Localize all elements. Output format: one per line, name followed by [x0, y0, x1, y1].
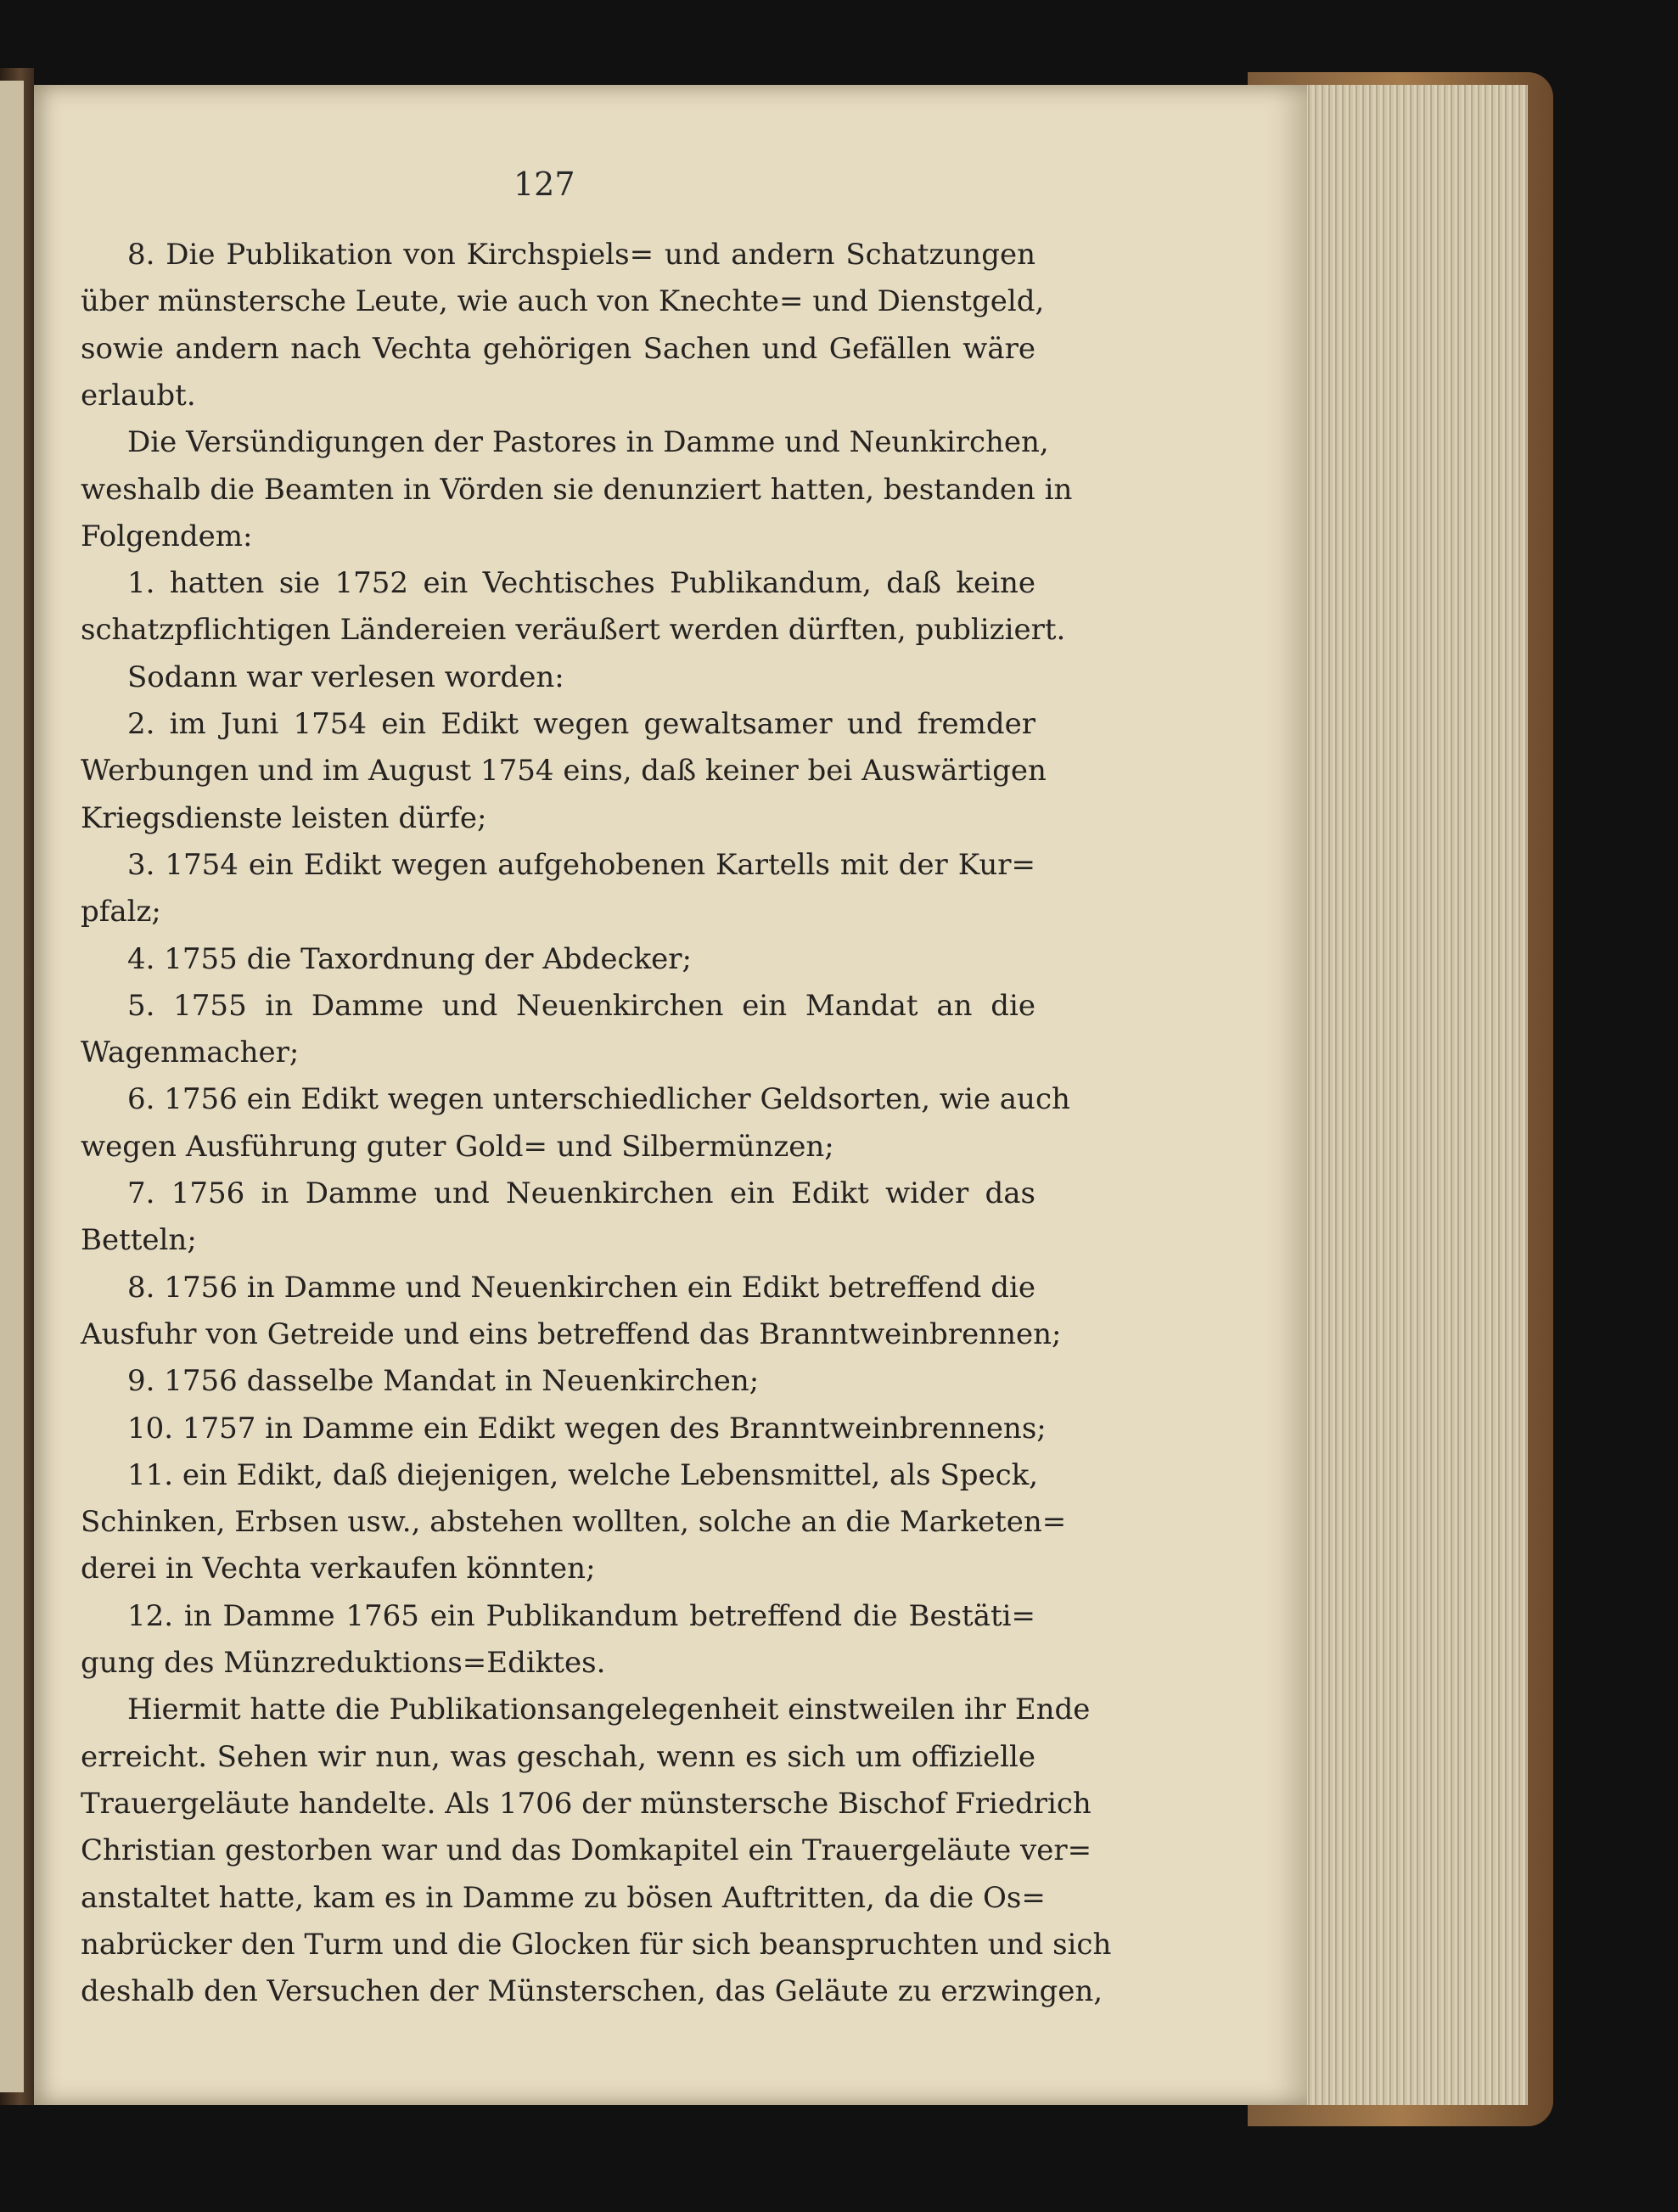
- text-line: 4. 1755 die Taxordnung der Abdecker;: [127, 941, 693, 976]
- text-line: 8. 1756 in Damme und Neuenkirchen ein Edikt betreffend die: [127, 1270, 1035, 1305]
- text-line: Ausfuhr von Getreide und eins betreffend das Branntweinbrennen;: [81, 1317, 1062, 1351]
- text-line: 5. 1755 in Damme und Neuenkirchen ein Mandat an die: [127, 988, 1035, 1023]
- text-line: 8. Die Publikation von Kirchspiels= und andern Schatzungen: [127, 238, 1035, 272]
- text-line: Wagenmacher;: [81, 1036, 300, 1070]
- text-line: anstaltet hatte, kam es in Damme zu bösen Auftritten, da die Os=: [81, 1880, 1046, 1915]
- text-line: Kriegsdienste leisten dürfe;: [81, 800, 487, 835]
- text-line: Sodann war verlesen worden:: [127, 660, 564, 694]
- text-line: sowie andern nach Vechta gehörigen Sachen und Gefällen wäre: [81, 331, 1035, 366]
- text-line: gung des Münzreduktions=Ediktes.: [81, 1646, 606, 1680]
- text-line: über münstersche Leute, wie auch von Knechte= und Dienstgeld,: [81, 284, 1045, 319]
- text-line: deshalb den Versuchen der Münsterschen, das Geläute zu erzwingen,: [81, 1974, 1103, 2009]
- text-line: Werbungen und im August 1754 eins, daß keiner bei Auswärtigen: [81, 754, 1047, 789]
- text-line: erlaubt.: [81, 378, 196, 413]
- text-line: erreicht. Sehen wir nun, was geschah, wenn es sich um offizielle: [81, 1739, 1035, 1774]
- text-line: Die Versündigungen der Pastores in Damme und Neunkirchen,: [127, 425, 1049, 460]
- page-number: 127: [514, 166, 575, 203]
- text-line: wegen Ausführung guter Gold= und Silbermünzen;: [81, 1129, 834, 1164]
- text-line: 2. im Juni 1754 ein Edikt wegen gewaltsamer und fremder: [127, 707, 1035, 741]
- text-line: pfalz;: [81, 895, 161, 929]
- text-line: schatzpflichtigen Ländereien veräußert werden dürften, publiziert.: [81, 613, 1066, 648]
- text-line: 6. 1756 ein Edikt wegen unterschiedlicher Geldsorten, wie auch: [127, 1082, 1070, 1117]
- text-line: Hiermit hatte die Publikationsangelegenheit einstweilen ihr Ende: [127, 1693, 1091, 1727]
- left-page-edge: [0, 81, 24, 2092]
- text-line: 11. ein Edikt, daß diejenigen, welche Lebensmittel, als Speck,: [127, 1457, 1039, 1492]
- text-line: derei in Vechta verkaufen könnten;: [81, 1552, 596, 1586]
- text-line: Trauergeläute handelte. Als 1706 der münstersche Bischof Friedrich: [81, 1786, 1092, 1821]
- text-line: Christian gestorben war und das Domkapitel ein Trauergeläute ver=: [81, 1833, 1092, 1868]
- text-line: nabrücker den Turm und die Glocken für sich beanspruchten und sich: [81, 1927, 1112, 1962]
- text-line: 12. in Damme 1765 ein Publikandum betreffend die Bestäti=: [127, 1598, 1035, 1633]
- text-line: Schinken, Erbsen usw., abstehen wollten, solche an die Marketen=: [81, 1505, 1067, 1540]
- text-line: Betteln;: [81, 1223, 197, 1258]
- text-line: weshalb die Beamten in Vörden sie denunziert hatten, bestanden in: [81, 472, 1073, 507]
- text-line: 3. 1754 ein Edikt wegen aufgehobenen Kartells mit der Kur=: [127, 847, 1035, 882]
- text-line: 9. 1756 dasselbe Mandat in Neuenkirchen;: [127, 1364, 760, 1399]
- page-edges: [1299, 85, 1528, 2105]
- text-line: 1. hatten sie 1752 ein Vechtisches Publikandum, daß keine: [127, 566, 1035, 601]
- book-page: [34, 85, 1307, 2105]
- text-line: Folgendem:: [81, 519, 253, 553]
- text-line: 10. 1757 in Damme ein Edikt wegen des Branntweinbrennens;: [127, 1411, 1047, 1446]
- text-line: 7. 1756 in Damme und Neuenkirchen ein Edikt wider das: [127, 1176, 1035, 1210]
